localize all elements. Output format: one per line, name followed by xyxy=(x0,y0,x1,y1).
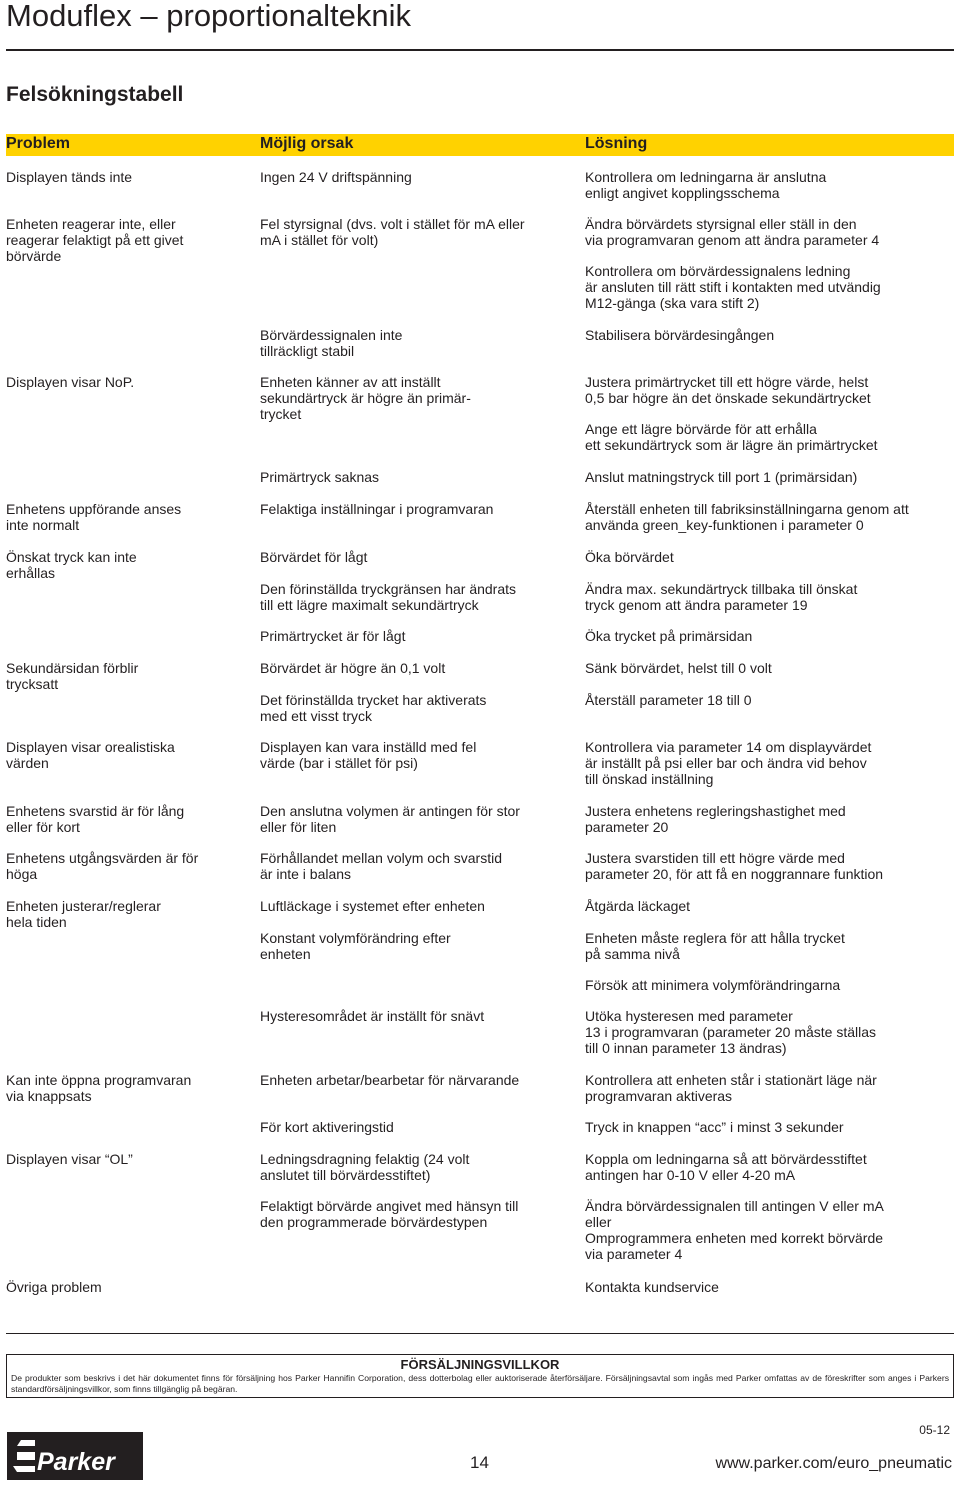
table-cell-solution: Justera svarstiden till ett högre värde med parameter 20, för att få en noggrannare funktion xyxy=(585,850,884,882)
column-header-problem: Problem xyxy=(6,135,71,152)
table-cell-problem: Kan inte öppna programvaran via knappsats xyxy=(6,1072,192,1104)
table-cell-cause: Primärtryck saknas xyxy=(260,469,380,485)
table-cell-cause: Fel styrsignal (dvs. volt i stället för mA eller mA i stället för volt) xyxy=(260,216,525,248)
table-cell-problem: Önskat tryck kan inte erhållas xyxy=(6,549,137,581)
table-cell-cause: Börvärdet är högre än 0,1 volt xyxy=(260,660,446,676)
table-cell-cause: Den förinställda tryckgränsen har ändrats till ett lägre maximalt sekundärtryck xyxy=(260,581,517,613)
parker-logo-icon xyxy=(7,1432,143,1480)
table-cell-cause: Börvärdet för lågt xyxy=(260,549,368,565)
table-cell-problem: Övriga problem xyxy=(6,1279,102,1295)
page-title: Moduflex – proportionalteknik xyxy=(6,0,411,33)
table-cell-solution: Åtgärda läckaget xyxy=(585,898,691,914)
parker-logo xyxy=(7,1432,143,1480)
table-cell-solution: Kontrollera att enheten står i stationärt läge när programvaran aktiveras xyxy=(585,1072,877,1104)
issue-date: 05-12 xyxy=(919,1423,950,1437)
table-cell-cause: Ingen 24 V driftspänning xyxy=(260,169,412,185)
title-rule xyxy=(6,49,954,51)
table-cell-solution: Kontrollera om börvärdessignalens ledning är ansluten till rätt stift i kontakten med utvändig M12-gänga (ska vara stift 2) xyxy=(585,263,881,311)
sales-terms-title: FÖRSÄLJNINGSVILLKOR xyxy=(400,1357,560,1372)
table-cell-solution: Öka trycket på primärsidan xyxy=(585,628,753,644)
table-cell-cause: Börvärdessignalen inte tillräckligt stabil xyxy=(260,327,403,359)
table-cell-solution: Kontrollera om ledningarna är anslutna enligt angivet kopplingsschema xyxy=(585,169,827,201)
table-cell-solution: Försök att minimera volymförändringarna xyxy=(585,977,841,993)
table-cell-cause: Enheten känner av att inställt sekundärtryck är högre än primär- trycket xyxy=(260,374,471,422)
table-header xyxy=(6,134,954,156)
table-cell-solution: Stabilisera börvärdesingången xyxy=(585,327,775,343)
page-number: 14 xyxy=(470,1453,489,1472)
table-cell-solution: Anslut matningstryck till port 1 (primärsidan) xyxy=(585,469,858,485)
table-cell-cause: Primärtrycket är för lågt xyxy=(260,628,406,644)
table-cell-solution: Återställ parameter 18 till 0 xyxy=(585,692,752,708)
table-cell-solution: Ange ett lägre börvärde för att erhålla ett sekundärtryck som är lägre än primärtrycket xyxy=(585,421,878,453)
table-cell-solution: Justera primärtrycket till ett högre värde, helst 0,5 bar högre än det önskade sekundärtrycket xyxy=(585,374,871,406)
table-cell-cause: Den anslutna volymen är antingen för stor eller för liten xyxy=(260,803,520,835)
table-cell-problem: Enhetens svarstid är för lång eller för kort xyxy=(6,803,185,835)
table-cell-cause: Det förinställda trycket har aktiverats med ett visst tryck xyxy=(260,692,487,724)
table-cell-solution: Öka börvärdet xyxy=(585,549,674,565)
table-cell-cause: Ledningsdragning felaktig (24 volt anslutet till börvärdesstiftet) xyxy=(260,1151,470,1183)
table-cell-solution: Kontrollera via parameter 14 om displayvärdet är inställt på psi eller bar och ändra vid behov till önskad inställning xyxy=(585,739,872,787)
table-cell-problem: Displayen visar orealistiska värden xyxy=(6,739,175,771)
table-cell-solution: Ändra börvärdessignalen till antingen V eller mA eller Omprogrammera enheten med korrekt börvärde via parameter 4 xyxy=(585,1198,884,1262)
table-cell-solution: Ändra börvärdets styrsignal eller ställ in den via programvaran genom att ändra parameter 4 xyxy=(585,216,880,248)
column-header-cause: Möjlig orsak xyxy=(260,135,354,152)
table-cell-problem: Enheten justerar/reglerar hela tiden xyxy=(6,898,161,930)
table-cell-problem: Sekundärsidan förblir trycksatt xyxy=(6,660,139,692)
table-cell-cause: Felaktiga inställningar i programvaran xyxy=(260,501,494,517)
table-cell-cause: Förhållandet mellan volym och svarstid är inte i balans xyxy=(260,850,502,882)
table-cell-problem: Displayen tänds inte xyxy=(6,169,133,185)
table-cell-problem: Enhetens uppförande anses inte normalt xyxy=(6,501,182,533)
table-cell-solution: Enheten måste reglera för att hålla trycket på samma nivå xyxy=(585,930,845,962)
table-cell-problem: Enheten reagerar inte, eller reagerar felaktigt på ett givet börvärde xyxy=(6,216,184,264)
table-cell-solution: Återställ enheten till fabriksinställningarna genom att använda green_key-funktionen i parameter 0 xyxy=(585,501,909,533)
table-cell-solution: Kontakta kundservice xyxy=(585,1279,719,1295)
section-title: Felsökningstabell xyxy=(6,83,184,106)
table-cell-cause: För kort aktiveringstid xyxy=(260,1119,394,1135)
table-cell-solution: Ändra max. sekundärtryck tillbaka till önskat tryck genom att ändra parameter 19 xyxy=(585,581,858,613)
column-header-solution: Lösning xyxy=(585,135,648,152)
table-cell-solution: Utöka hysteresen med parameter 13 i programvaran (parameter 20 måste ställas till 0 innan parameter 13 ändras) xyxy=(585,1008,877,1056)
table-cell-cause: Enheten arbetar/bearbetar för närvarande xyxy=(260,1072,520,1088)
parker-logo-text: Parker xyxy=(37,1448,115,1476)
sales-terms-text: De produkter som beskrivs i det här dokumentet finns för försäljning hos Parker Hannifin Corporation, dess dotterbolag eller auktoriserade återförsäljare. Försäljningsavtal som ingås med Parker omfattas av de föreskrifter som anges i Parkers standardförsäljningsvillkor, som finns tillgänglig på begäran. xyxy=(11,1373,949,1394)
table-cell-cause: Hysteresområdet är inställt för snävt xyxy=(260,1008,485,1024)
table-cell-cause: Displayen kan vara inställd med fel värde (bar i stället för psi) xyxy=(260,739,477,771)
table-cell-solution: Sänk börvärdet, helst till 0 volt xyxy=(585,660,772,676)
table-cell-cause: Konstant volymförändring efter enheten xyxy=(260,930,451,962)
table-cell-cause: Luftläckage i systemet efter enheten xyxy=(260,898,485,914)
sales-terms-box xyxy=(6,1354,954,1398)
table-cell-cause: Felaktigt börvärde angivet med hänsyn till den programmerade börvärdestypen xyxy=(260,1198,519,1230)
table-cell-problem: Displayen visar NoP. xyxy=(6,374,135,390)
website-url[interactable]: www.parker.com/euro_pneumatic xyxy=(715,1455,952,1472)
footer-rule xyxy=(6,1333,954,1334)
table-cell-problem: Enhetens utgångsvärden är för höga xyxy=(6,850,199,882)
table-cell-solution: Justera enhetens regleringshastighet med parameter 20 xyxy=(585,803,846,835)
table-cell-problem: Displayen visar “OL” xyxy=(6,1151,133,1167)
table-cell-solution: Koppla om ledningarna så att börvärdesstiftet antingen har 0-10 V eller 4-20 mA xyxy=(585,1151,867,1183)
table-cell-solution: Tryck in knappen “acc” i minst 3 sekunder xyxy=(585,1119,844,1135)
